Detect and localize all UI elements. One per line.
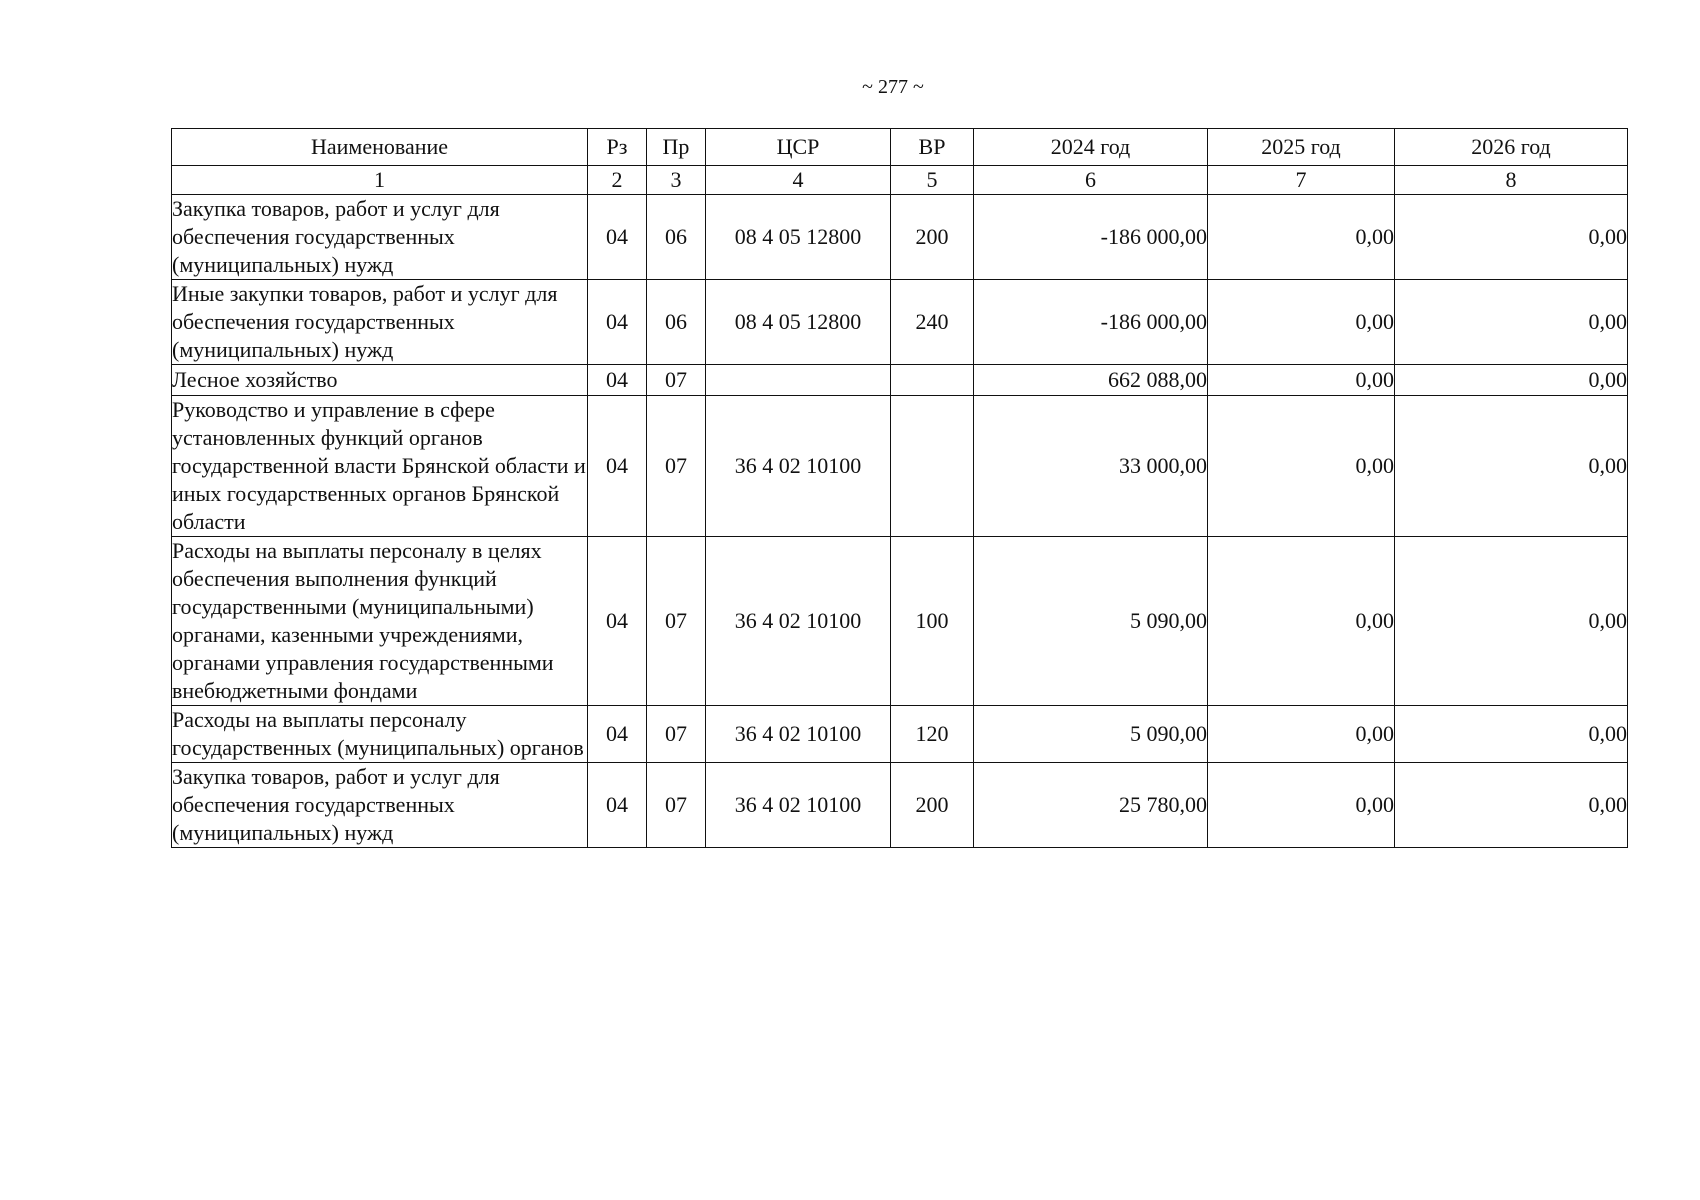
row-2026: 0,00 bbox=[1395, 763, 1628, 848]
row-vr: 100 bbox=[891, 537, 974, 706]
column-number: 6 bbox=[974, 166, 1208, 195]
column-number: 8 bbox=[1395, 166, 1628, 195]
row-csr: 36 4 02 10100 bbox=[706, 396, 891, 537]
row-2026: 0,00 bbox=[1395, 537, 1628, 706]
column-number: 3 bbox=[647, 166, 706, 195]
row-2025: 0,00 bbox=[1208, 706, 1395, 763]
table-row bbox=[172, 396, 1628, 537]
header-vr: ВР bbox=[891, 129, 974, 166]
column-number: 1 bbox=[172, 166, 588, 195]
column-number: 7 bbox=[1208, 166, 1395, 195]
row-2025: 0,00 bbox=[1208, 195, 1395, 280]
row-rz: 04 bbox=[588, 537, 647, 706]
row-pr: 07 bbox=[647, 706, 706, 763]
header-rz: Рз bbox=[588, 129, 647, 166]
row-name: Лесное хозяйство bbox=[172, 365, 588, 396]
row-name: Расходы на выплаты персоналу в целях обеспечения выполнения функций государственными (муниципальными) органами, казенными учреждениями, органами управления государственными внебюджетными фондами bbox=[172, 537, 588, 706]
row-2026: 0,00 bbox=[1395, 365, 1628, 396]
row-vr: 200 bbox=[891, 763, 974, 848]
header-csr: ЦСР bbox=[706, 129, 891, 166]
header-2025: 2025 год bbox=[1208, 129, 1395, 166]
row-rz: 04 bbox=[588, 365, 647, 396]
row-pr: 06 bbox=[647, 280, 706, 365]
column-number-row bbox=[172, 166, 1628, 195]
header-2026: 2026 год bbox=[1395, 129, 1628, 166]
table-row bbox=[172, 763, 1628, 848]
row-csr: 36 4 02 10100 bbox=[706, 763, 891, 848]
column-number: 5 bbox=[891, 166, 974, 195]
table-row bbox=[172, 280, 1628, 365]
row-csr: 36 4 02 10100 bbox=[706, 706, 891, 763]
row-rz: 04 bbox=[588, 763, 647, 848]
row-2024: 5 090,00 bbox=[974, 706, 1208, 763]
row-pr: 07 bbox=[647, 763, 706, 848]
header-2024: 2024 год bbox=[974, 129, 1208, 166]
header-name: Наименование bbox=[172, 129, 588, 166]
row-rz: 04 bbox=[588, 280, 647, 365]
row-2026: 0,00 bbox=[1395, 280, 1628, 365]
row-name: Закупка товаров, работ и услуг для обеспечения государственных (муниципальных) нужд bbox=[172, 195, 588, 280]
row-2026: 0,00 bbox=[1395, 195, 1628, 280]
row-vr: 240 bbox=[891, 280, 974, 365]
budget-table bbox=[171, 128, 1628, 848]
row-pr: 07 bbox=[647, 537, 706, 706]
table-row bbox=[172, 706, 1628, 763]
table-row bbox=[172, 195, 1628, 280]
table-row bbox=[172, 365, 1628, 396]
row-pr: 06 bbox=[647, 195, 706, 280]
row-csr bbox=[706, 365, 891, 396]
row-pr: 07 bbox=[647, 396, 706, 537]
row-2025: 0,00 bbox=[1208, 280, 1395, 365]
row-name: Руководство и управление в сфере установленных функций органов государственной власти Брянской области и иных государственных органов Брянской области bbox=[172, 396, 588, 537]
column-number: 4 bbox=[706, 166, 891, 195]
row-name: Расходы на выплаты персоналу государственных (муниципальных) органов bbox=[172, 706, 588, 763]
row-vr: 120 bbox=[891, 706, 974, 763]
row-2024: 33 000,00 bbox=[974, 396, 1208, 537]
row-2026: 0,00 bbox=[1395, 396, 1628, 537]
row-2024: -186 000,00 bbox=[974, 280, 1208, 365]
row-2025: 0,00 bbox=[1208, 763, 1395, 848]
row-vr bbox=[891, 365, 974, 396]
row-2024: 25 780,00 bbox=[974, 763, 1208, 848]
row-rz: 04 bbox=[588, 396, 647, 537]
row-2025: 0,00 bbox=[1208, 537, 1395, 706]
row-2025: 0,00 bbox=[1208, 365, 1395, 396]
row-vr bbox=[891, 396, 974, 537]
row-name: Иные закупки товаров, работ и услуг для обеспечения государственных (муниципальных) нужд bbox=[172, 280, 588, 365]
header-row bbox=[172, 129, 1628, 166]
row-pr: 07 bbox=[647, 365, 706, 396]
row-vr: 200 bbox=[891, 195, 974, 280]
table-row bbox=[172, 537, 1628, 706]
row-csr: 08 4 05 12800 bbox=[706, 280, 891, 365]
row-csr: 08 4 05 12800 bbox=[706, 195, 891, 280]
row-csr: 36 4 02 10100 bbox=[706, 537, 891, 706]
header-pr: Пр bbox=[647, 129, 706, 166]
row-rz: 04 bbox=[588, 706, 647, 763]
page-number: ~ 277 ~ bbox=[862, 76, 924, 98]
row-name: Закупка товаров, работ и услуг для обеспечения государственных (муниципальных) нужд bbox=[172, 763, 588, 848]
row-2026: 0,00 bbox=[1395, 706, 1628, 763]
row-2024: -186 000,00 bbox=[974, 195, 1208, 280]
row-2025: 0,00 bbox=[1208, 396, 1395, 537]
row-rz: 04 bbox=[588, 195, 647, 280]
column-number: 2 bbox=[588, 166, 647, 195]
row-2024: 662 088,00 bbox=[974, 365, 1208, 396]
row-2024: 5 090,00 bbox=[974, 537, 1208, 706]
